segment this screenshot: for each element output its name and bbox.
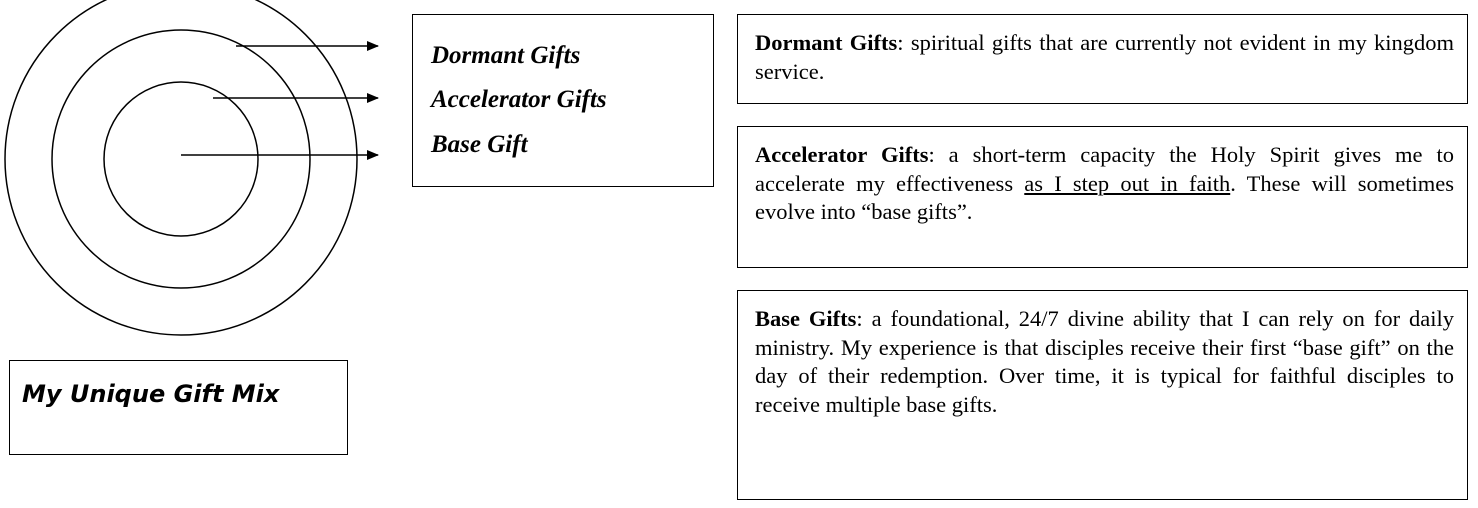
diagram-title: My Unique Gift Mix: [22, 380, 280, 408]
middle-ring: [52, 30, 310, 288]
definition-dormant-term: Dormant Gifts: [755, 30, 898, 55]
outer-ring: [5, 0, 357, 335]
definition-accelerator-text-end: . These will sometimes evolve into “base gifts”.: [755, 170, 1455, 224]
definition-base: [737, 290, 1468, 500]
definition-accelerator-underlined: as I step out in faith: [1024, 170, 1231, 196]
legend-dormant-gifts: Dormant Gifts: [431, 42, 581, 69]
definition-dormant-text: : spiritual gifts that are currently not evident in my kingdom service.: [755, 30, 1455, 84]
legend-base-gift: Base Gift: [431, 131, 528, 158]
inner-ring: [104, 82, 258, 236]
legend-accelerator-gifts: Accelerator Gifts: [431, 86, 607, 113]
definition-accelerator-text: : a short-term capacity the Holy Spirit gives me to accelerate my effectiveness: [755, 142, 1454, 196]
diagram-title-box: [9, 360, 348, 455]
gift-legend-box: [412, 14, 714, 187]
definition-base-text: : a foundational, 24/7 divine ability that I can rely on for daily ministry. My experience is that disciples receive their first “base gift” on the day of their redemption. Over time, it is typical for faithful disciples to receive multiple base gifts.: [755, 306, 1454, 417]
definition-accelerator-term: Accelerator Gifts: [755, 142, 929, 167]
definition-dormant: [737, 14, 1468, 104]
definition-base-term: Base Gifts: [755, 306, 857, 331]
definition-accelerator: [737, 126, 1468, 268]
